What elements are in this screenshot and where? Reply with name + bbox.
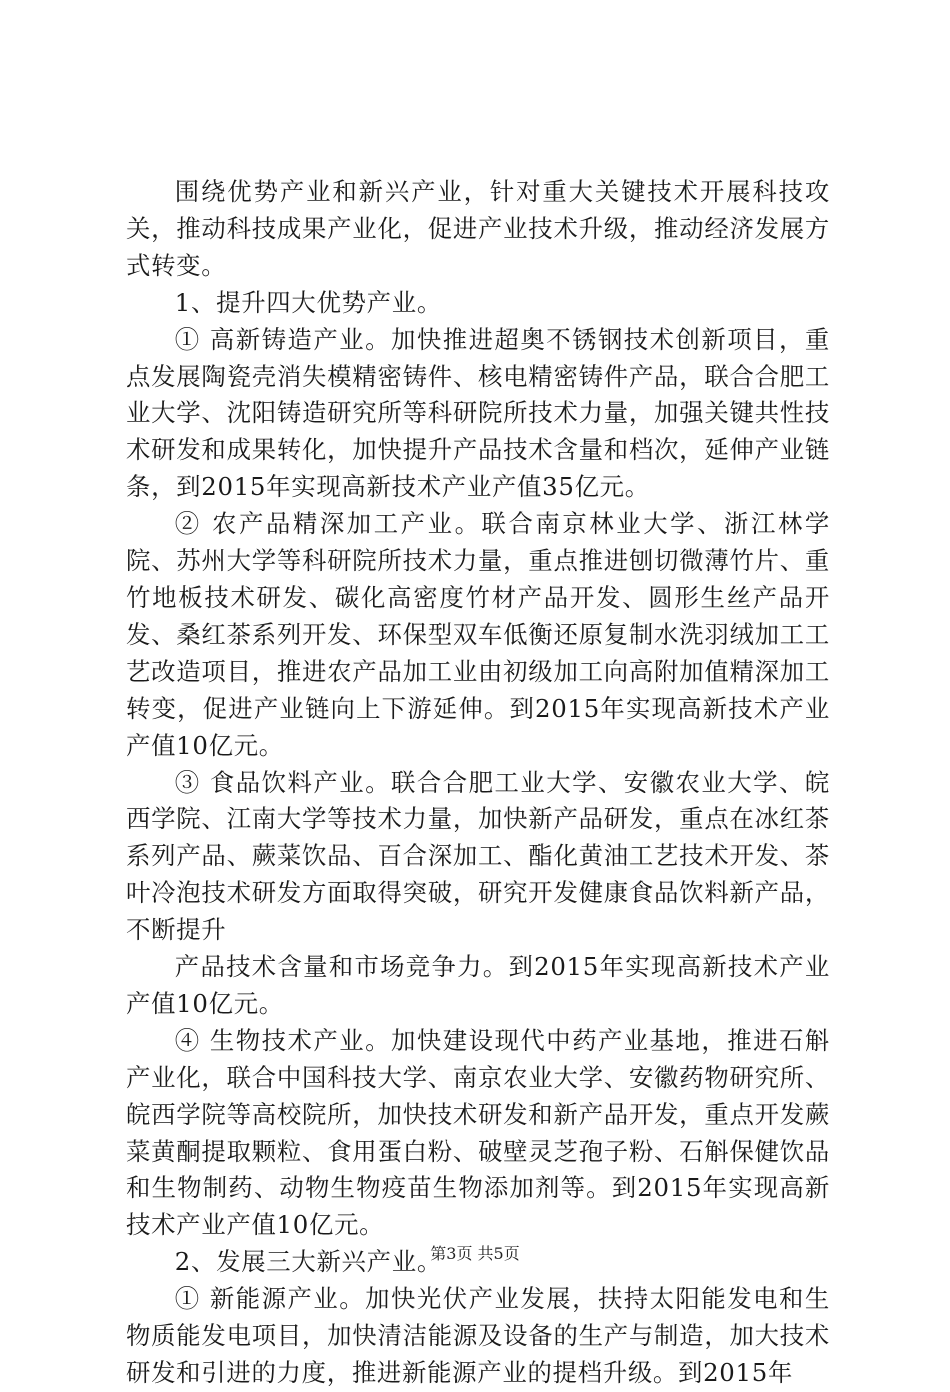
- paragraph-biotech: ④ 生物技术产业。加快建设现代中药产业基地，推进石斛产业化，联合中国科技大学、南京农业大学、安徽药物研究所、皖西学院等高校院所，加快技术研发和新产品开发，重点开发蕨菜黄酮提取颗粒、食用蛋白粉、破壁灵芝孢子粉、石斛保健饮品和生物制药、动物生物疫苗生物添加剂等。到2015年实现高新技术产业产值10亿元。: [126, 1025, 830, 1240]
- paragraph-new-energy: ① 新能源产业。加快光伏产业发展，扶持太阳能发电和生物质能发电项目，加快清洁能源及设备的生产与制造，加大技术研发和引进的力度，推进新能源产业的提档升级。到2015年: [126, 1284, 830, 1387]
- paragraph-agri-processing: ② 农产品精深加工产业。联合南京林业大学、浙江林学院、苏州大学等科研院所技术力量，重点推进刨切微薄竹片、重竹地板技术研发、碳化高密度竹材产品开发、圆形生丝产品开发、桑红茶系列开发、环保型双车低衡还原复制水洗羽绒加工工艺改造项目，推进农产品加工业由初级加工向高附加值精深加工转变，促进产业链向上下游延伸。到2015年实现高新技术产业产值10亿元。: [126, 509, 830, 760]
- paragraph-casting-industry: ① 高新铸造产业。加快推进超奥不锈钢技术创新项目，重点发展陶瓷壳消失模精密铸件、核电精密铸件产品，联合合肥工业大学、沈阳铸造研究所等科研院所技术力量，加强关键共性技术研发和成果转化，加快提升产品技术含量和档次，延伸产业链条，到2015年实现高新技术产业产值35亿元。: [126, 324, 830, 502]
- paragraph-food-beverage-continued: 产品技术含量和市场竞争力。到2015年实现高新技术产业产值10亿元。: [126, 952, 830, 1018]
- section-heading-advantage-industries: 1、提升四大优势产业。: [174, 287, 442, 317]
- paragraph-food-beverage: ③ 食品饮料产业。联合合肥工业大学、安徽农业大学、皖西学院、江南大学等技术力量，加快新产品研发，重点在冰红茶系列产品、蕨菜饮品、百合深加工、酯化黄油工艺技术开发、茶叶冷泡技术研发方面取得突破，研究开发健康食品饮料新产品，不断提升: [126, 767, 830, 945]
- page-number-footer: 第3页 共5页: [430, 1244, 520, 1263]
- paragraph-intro: 围绕优势产业和新兴产业，针对重大关键技术开展科技攻关，推动科技成果产业化，促进产业技术升级，推动经济发展方式转变。: [126, 177, 830, 280]
- document-body: [126, 174, 830, 1392]
- section-heading-emerging-industries: 2、发展三大新兴产业。: [174, 1247, 442, 1277]
